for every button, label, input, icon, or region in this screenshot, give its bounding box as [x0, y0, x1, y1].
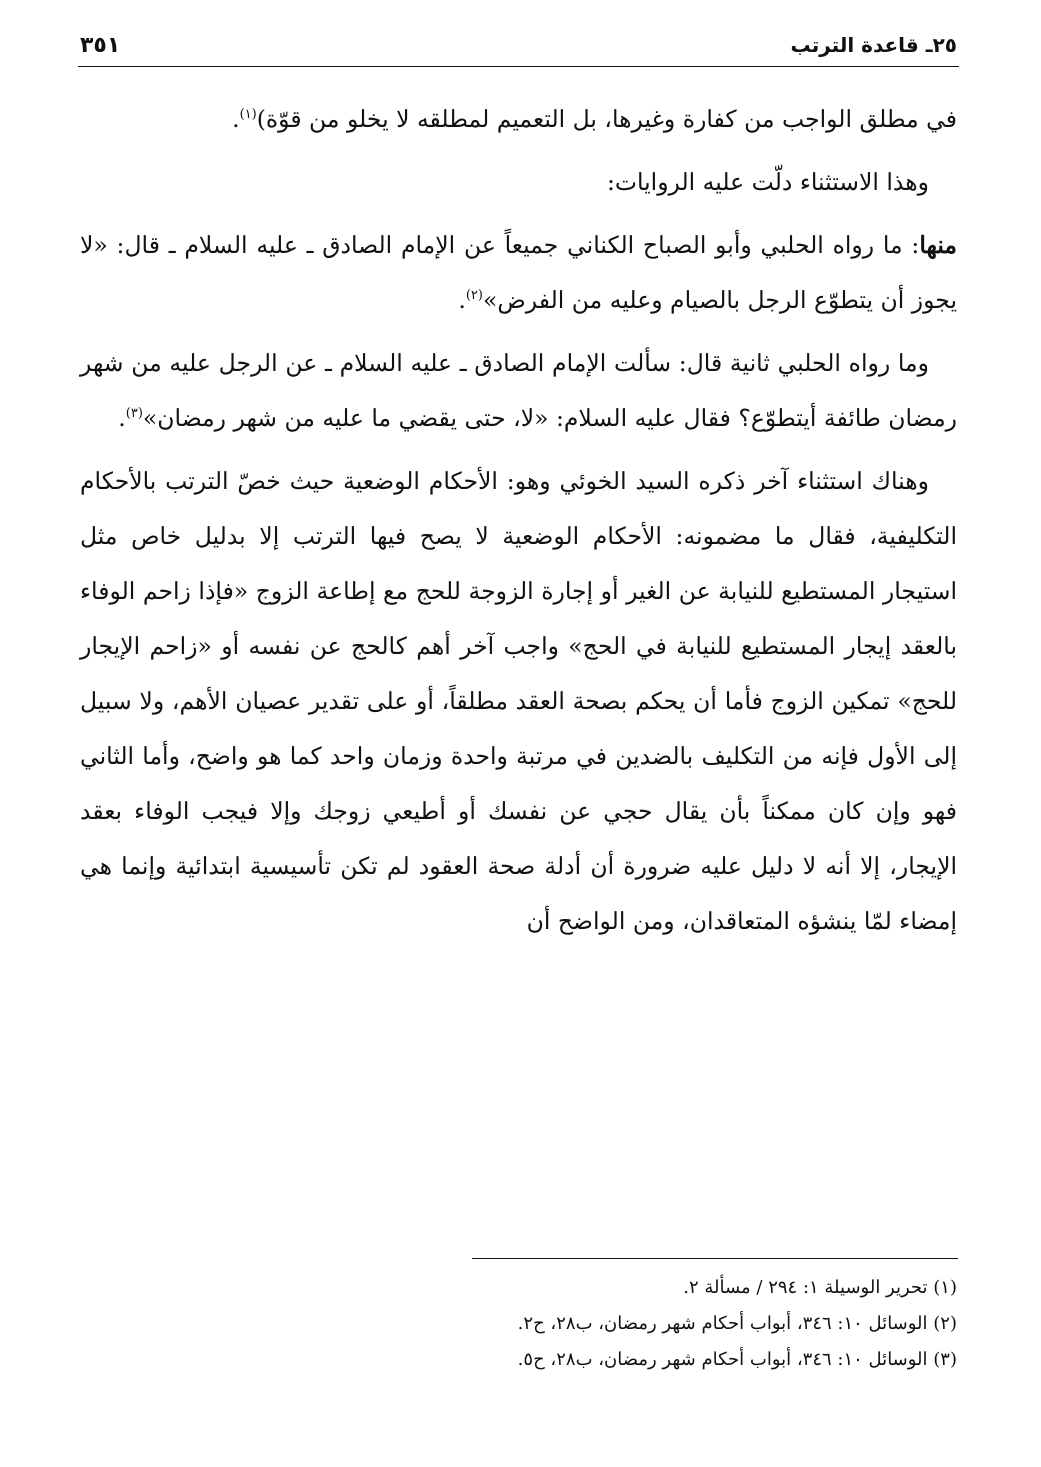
- footnotes: [80, 1270, 957, 1378]
- footnote-3: (٣) الوسائل ١٠: ٣٤٦، أبواب أحكام شهر رمضان، ب٢٨، ح٥.: [517, 1349, 957, 1370]
- paragraph-5: وهناك استثناء آخر ذكره السيد الخوئي وهو: الأحكام الوضعية حيث خصّ الترتب بالأحكام التكليفية، فقال ما مضمونه: الأحكام الوضعية لا يصح فيها الترتب إلا بدليل خاص مثل استيجار المستطيع للنيابة عن الغير أو إجارة الزوجة للحج مع إطاعة الزوج «فإذا زاحم الوفاء بالعقد إيجار المستطيع للنيابة في الحج» واجب آخر أهم كالحج عن نفسه أو «زاحم الإيجار للحج» تمكين الزوج فأما أن يحكم بصحة العقد مطلقاً، أو على تقدير عصيان الأهم، ولا سبيل إلى الأول فإنه من التكليف بالضدين في مرتبة واحدة وزمان واحد كما هو واضح، وأما الثاني فهو وإن كان ممكناً بأن يقال حجي عن نفسك أو أطيعي زوجك وإلا فيجب الوفاء بعقد الإيجار، إلا أنه لا دليل عليه ضرورة أن أدلة صحة العقود لم تكن تأسيسية ابتدائية وإنما هي إمضاء لمّا ينشؤه المتعاقدان، ومن الواضح أن: [80, 467, 957, 935]
- main-text: [80, 92, 957, 957]
- paragraph-1: [80, 92, 957, 147]
- footnote-ref-2: (٢): [465, 288, 483, 304]
- running-header: [80, 28, 957, 62]
- paragraph-3-end: .: [458, 286, 466, 314]
- page-number: ٣٥١: [80, 32, 121, 58]
- paragraph-1-end: .: [232, 105, 240, 133]
- footnote-1: (١) تحرير الوسيلة ١: ٢٩٤ / مسألة ٢.: [683, 1277, 957, 1298]
- footnote-ref-1: (١): [239, 107, 257, 123]
- header-divider: [78, 66, 959, 67]
- paragraph-3-lead: منها: [919, 231, 957, 259]
- paragraph-4: [80, 336, 957, 446]
- paragraph-2: وهذا الاستثناء دلّت عليه الروايات:: [606, 168, 929, 196]
- footnote-2: (٢) الوسائل ١٠: ٣٤٦، أبواب أحكام شهر رمضان، ب٢٨، ح٢.: [517, 1313, 957, 1334]
- paragraph-1-text: في مطلق الواجب من كفارة وغيرها، بل التعميم لمطلقه لا يخلو من قوّة): [256, 105, 957, 133]
- footnote-ref-3: (٣): [125, 406, 143, 422]
- chapter-title: ٢٥ـ قاعدة الترتب: [790, 33, 957, 57]
- paragraph-4-text: وما رواه الحلبي ثانية قال: سألت الإمام الصادق ـ عليه السلام ـ عن الرجل عليه من شهر رمضان طائفة أيتطوّع؟ فقال عليه السلام: «لا، حتى يقضي ما عليه من شهر رمضان»: [80, 349, 957, 432]
- paragraph-3-text: : ما رواه الحلبي وأبو الصباح الكناني جميعاً عن الإمام الصادق ـ عليه السلام ـ قال: «لا يجوز أن يتطوّع الرجل بالصيام وعليه من الفرض»: [80, 231, 957, 314]
- paragraph-3: [80, 218, 957, 328]
- footnote-divider: [472, 1258, 958, 1259]
- paragraph-4-end: .: [118, 404, 126, 432]
